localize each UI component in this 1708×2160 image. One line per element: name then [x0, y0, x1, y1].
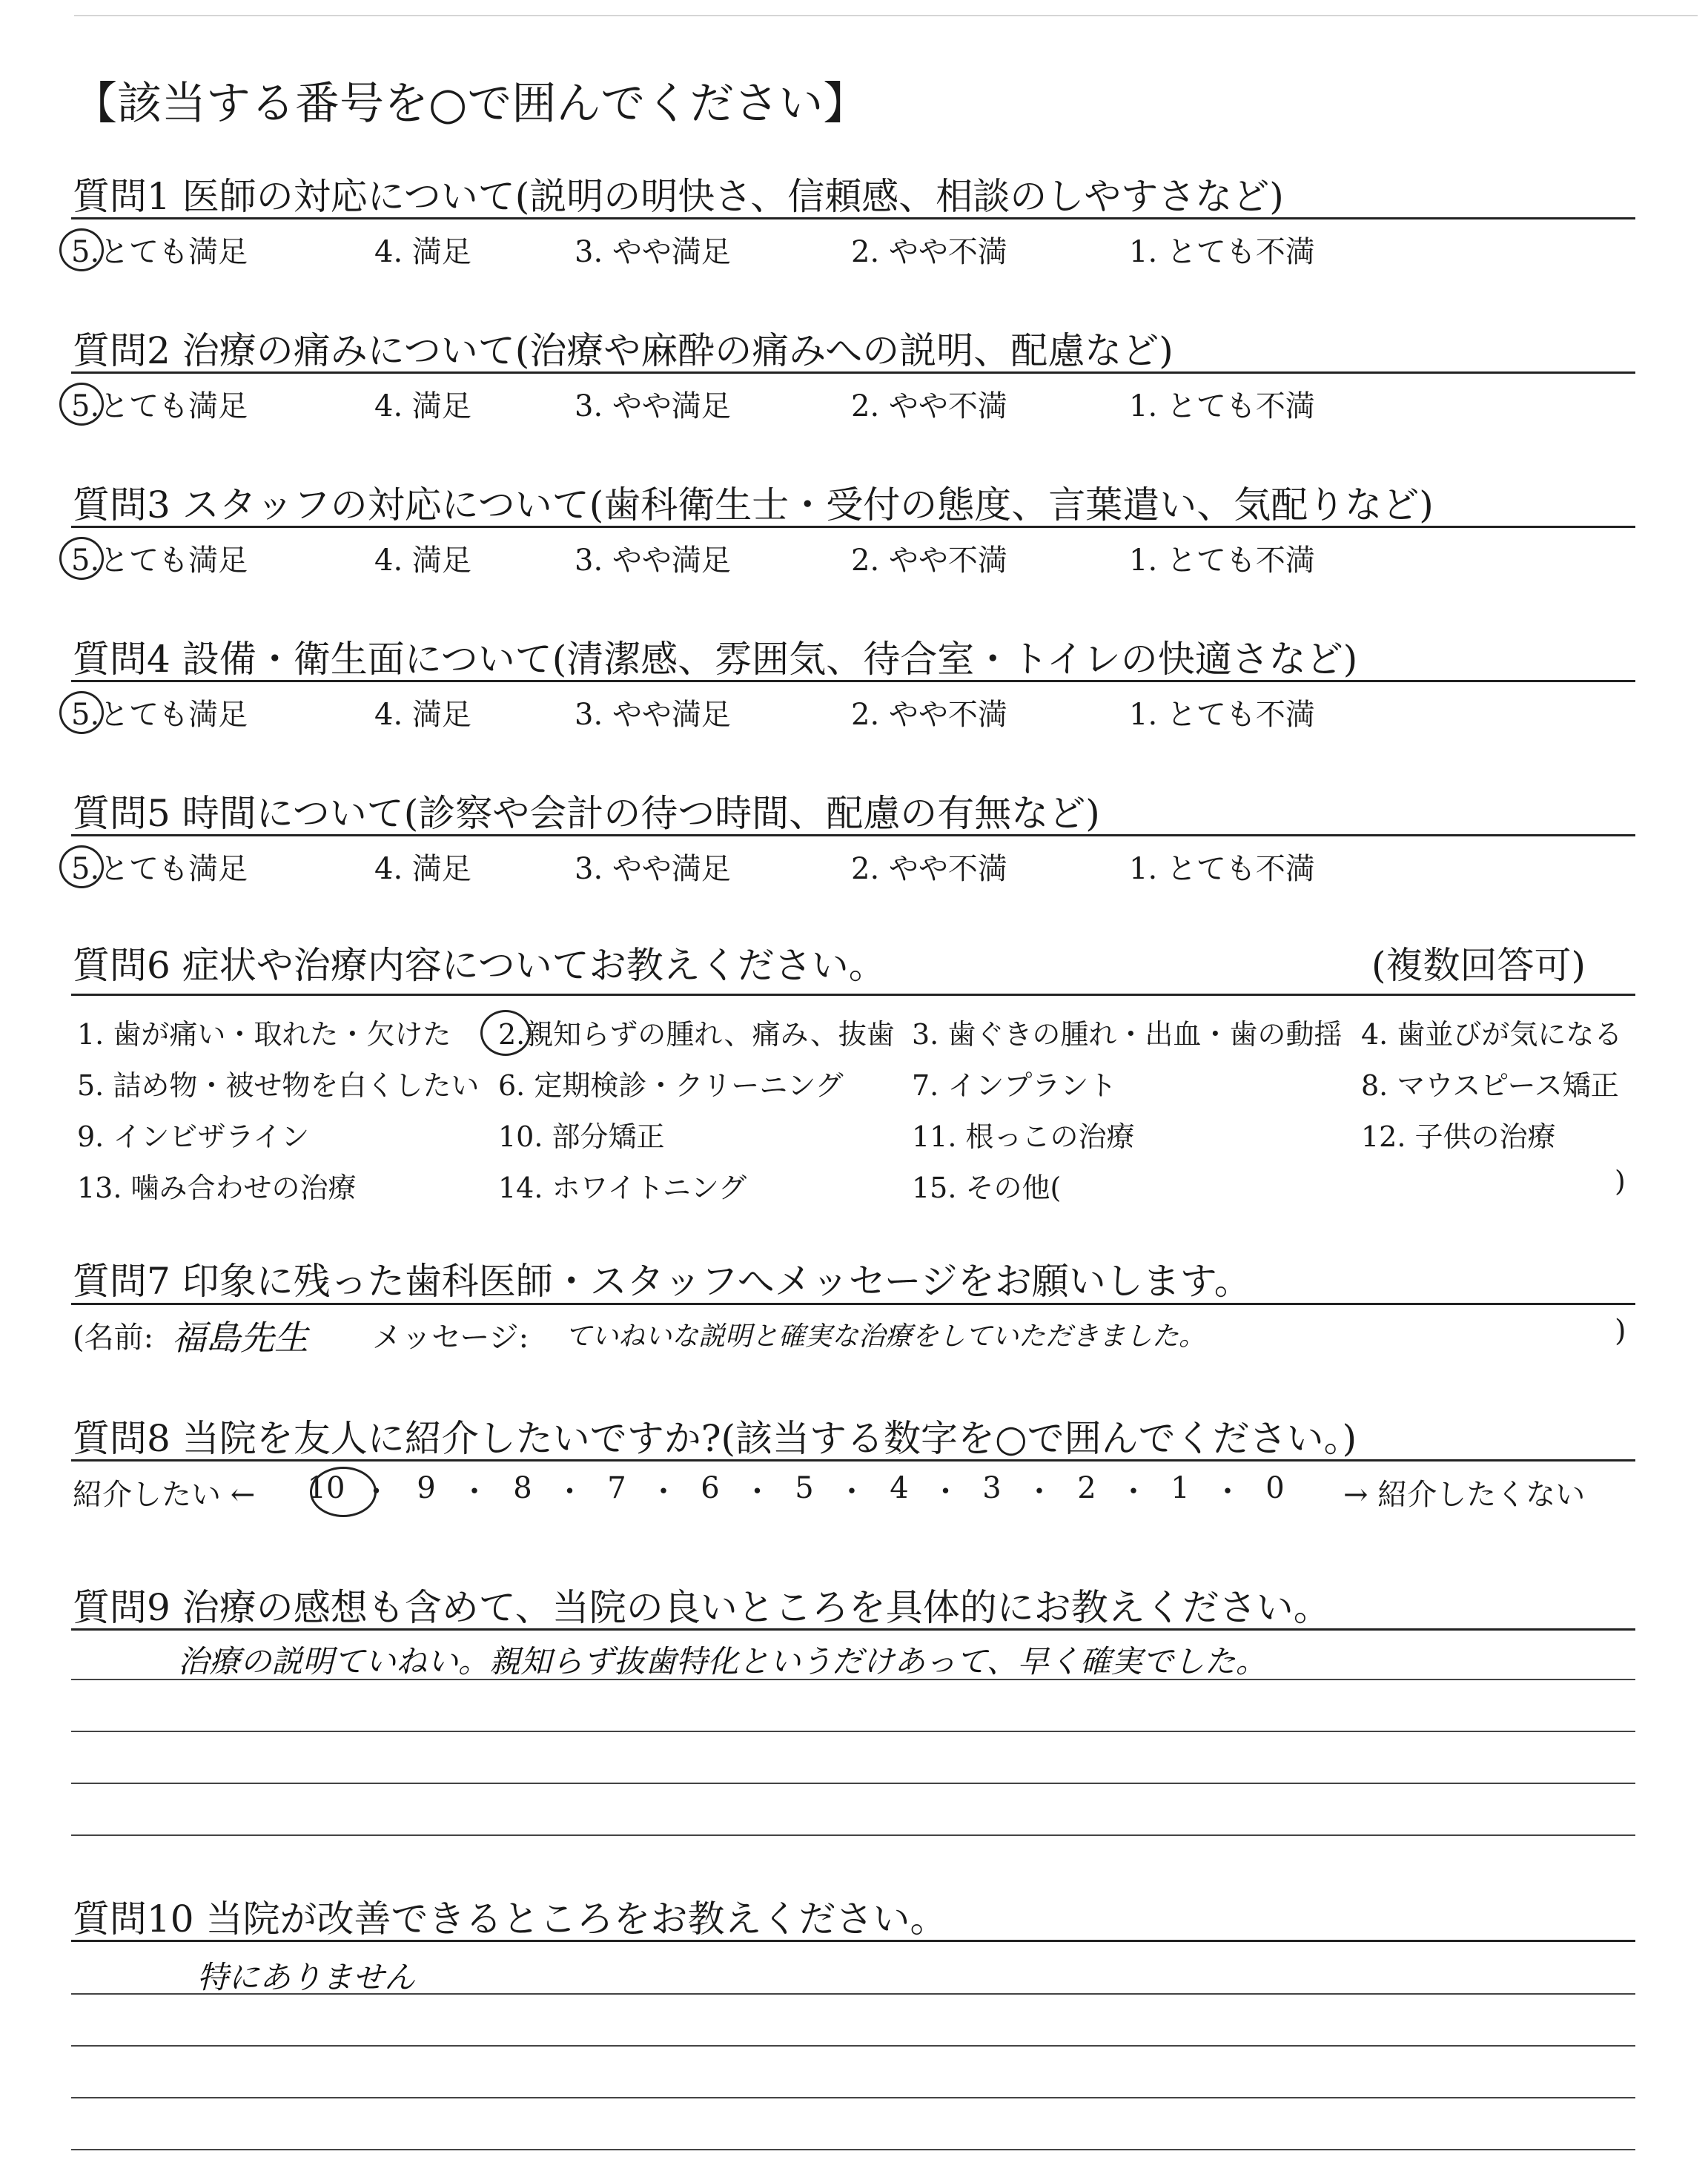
- q9-title: 質問9 治療の感想も含めて、当院の良いところを具体的にお教えください。: [73, 1586, 1331, 1629]
- q8-scale-number[interactable]: 8: [513, 1471, 532, 1505]
- q6-note: (複数回答可): [1371, 944, 1586, 987]
- q6-option[interactable]: 13. 噛み合わせの治療: [77, 1172, 357, 1204]
- q8-scale-number[interactable]: 0: [1265, 1471, 1285, 1505]
- q8-right-label: → 紹介したくない: [1343, 1478, 1586, 1512]
- q6-option[interactable]: 14. ホワイトニング: [498, 1172, 747, 1204]
- q4-option[interactable]: 3. やや満足: [575, 698, 731, 732]
- q1-rule: [71, 217, 1635, 219]
- q8-scale-separator: ・: [1119, 1475, 1148, 1509]
- q9-writing-line: [71, 1834, 1635, 1836]
- q8-selected-circle: [310, 1467, 377, 1517]
- q7-message-label: メッセージ:: [372, 1321, 529, 1355]
- q6-option[interactable]: 5. 詰め物・被せ物を白くしたい: [77, 1069, 480, 1102]
- q5-rule: [71, 834, 1635, 836]
- q3-option[interactable]: 1. とても不満: [1129, 544, 1315, 578]
- q1-title: 質問1 医師の対応について(説明の明快さ、信頼感、相談のしやすさなど): [73, 175, 1284, 218]
- q8-scale-number[interactable]: 2: [1077, 1471, 1096, 1505]
- q6-option[interactable]: 7. インプラント: [912, 1069, 1117, 1102]
- q8-scale-separator: ・: [555, 1475, 585, 1509]
- q10-writing-line: [71, 2045, 1635, 2047]
- q4-option[interactable]: 5.とても満足: [71, 698, 248, 732]
- q4-title: 質問4 設備・衛生面について(清潔感、雰囲気、待合室・トイレの快適さなど): [73, 638, 1358, 681]
- q4-option[interactable]: 1. とても不満: [1129, 698, 1315, 732]
- q1-option[interactable]: 2. やや不満: [851, 235, 1007, 269]
- q2-option[interactable]: 4. 満足: [374, 389, 471, 423]
- q8-rule: [71, 1459, 1635, 1462]
- q3-rule: [71, 526, 1635, 528]
- q8-scale-separator: ・: [742, 1475, 772, 1509]
- q2-title: 質問2 治療の痛みについて(治療や麻酔の痛みへの説明、配慮など): [73, 329, 1174, 372]
- q8-scale-number[interactable]: 9: [417, 1471, 436, 1505]
- q6-option[interactable]: 3. 歯ぐきの腫れ・出血・歯の動揺: [912, 1018, 1343, 1051]
- q6-option[interactable]: 11. 根っこの治療: [912, 1120, 1135, 1153]
- q7-close-paren: ): [1615, 1314, 1626, 1348]
- q8-scale-number[interactable]: 7: [607, 1471, 626, 1505]
- q2-option[interactable]: 1. とても不満: [1129, 389, 1315, 423]
- q8-title: 質問8 当院を友人に紹介したいですか?(該当する数字を○で囲んでください。): [73, 1417, 1357, 1460]
- q6-option[interactable]: 2.親知らずの腫れ、痛み、抜歯: [498, 1018, 895, 1051]
- q8-left-label: 紹介したい ←: [73, 1478, 256, 1512]
- q3-title: 質問3 スタッフの対応について(歯科衛生士・受付の態度、言葉遣い、気配りなど): [73, 483, 1434, 526]
- q8-scale-number[interactable]: 6: [701, 1471, 720, 1505]
- q3-selected-circle: [59, 537, 104, 580]
- q10-title: 質問10 当院が改善できるところをお教えください。: [73, 1898, 947, 1941]
- q8-scale-separator: ・: [1213, 1475, 1242, 1509]
- q4-option[interactable]: 4. 満足: [374, 698, 471, 732]
- q6-rule: [71, 994, 1635, 996]
- q8-scale-separator: ・: [649, 1475, 678, 1509]
- q7-rule: [71, 1303, 1635, 1305]
- q8-scale-number[interactable]: 3: [982, 1471, 1002, 1505]
- q2-option[interactable]: 5.とても満足: [71, 389, 248, 423]
- q10-writing-line: [71, 1993, 1635, 1995]
- q1-option[interactable]: 1. とても不満: [1129, 235, 1315, 269]
- q8-scale-number[interactable]: 4: [890, 1471, 909, 1505]
- q6-option[interactable]: 12. 子供の治療: [1361, 1120, 1556, 1153]
- q3-option[interactable]: 5.とても満足: [71, 544, 248, 578]
- q8-scale-number[interactable]: 10: [307, 1471, 345, 1505]
- q7-name-label: (名前:: [73, 1321, 154, 1355]
- q8-scale-number[interactable]: 5: [795, 1471, 814, 1505]
- q5-title: 質問5 時間について(診察や会計の待つ時間、配慮の有無など): [73, 792, 1100, 835]
- q8-scale-separator: ・: [361, 1475, 391, 1509]
- q6-option[interactable]: 1. 歯が痛い・取れた・欠けた: [77, 1018, 451, 1051]
- page-heading: 【該当する番号を○で囲んでください】: [73, 78, 868, 130]
- q9-answer[interactable]: 治療の説明ていねい。親知らず抜歯特化というだけあって、早く確実でした。: [178, 1643, 1267, 1680]
- q5-option[interactable]: 3. やや満足: [575, 852, 731, 886]
- top-border: [74, 15, 1698, 16]
- q6-option[interactable]: 15. その他(: [912, 1172, 1062, 1204]
- q5-option[interactable]: 2. やや不満: [851, 852, 1007, 886]
- q2-rule: [71, 371, 1635, 374]
- q4-option[interactable]: 2. やや不満: [851, 698, 1007, 732]
- q4-selected-circle: [59, 691, 104, 734]
- q5-option[interactable]: 4. 満足: [374, 852, 471, 886]
- q8-scale-separator: ・: [837, 1475, 867, 1509]
- q10-answer[interactable]: 特にありません: [197, 1959, 416, 1995]
- q6-option[interactable]: 6. 定期検診・クリーニング: [498, 1069, 844, 1102]
- q10-writing-line: [71, 2149, 1635, 2150]
- q5-selected-circle: [59, 845, 104, 888]
- q2-option[interactable]: 3. やや満足: [575, 389, 731, 423]
- q9-writing-line: [71, 1731, 1635, 1732]
- q2-option[interactable]: 2. やや不満: [851, 389, 1007, 423]
- q6-option[interactable]: ): [1615, 1165, 1626, 1198]
- q6-selected-circle: [480, 1010, 531, 1056]
- q10-rule: [71, 1940, 1635, 1942]
- q7-message-value[interactable]: ていねいな説明と確実な治療をしていただきました。: [565, 1321, 1206, 1352]
- q6-option[interactable]: 4. 歯並びが気になる: [1361, 1018, 1623, 1051]
- q5-option[interactable]: 1. とても不満: [1129, 852, 1315, 886]
- q8-scale-number[interactable]: 1: [1171, 1471, 1190, 1505]
- q4-rule: [71, 680, 1635, 682]
- q3-option[interactable]: 2. やや不満: [851, 544, 1007, 578]
- q6-option[interactable]: 10. 部分矯正: [498, 1120, 665, 1153]
- q8-scale-separator: ・: [1025, 1475, 1054, 1509]
- q3-option[interactable]: 4. 満足: [374, 544, 471, 578]
- q8-scale-separator: ・: [460, 1475, 489, 1509]
- q8-scale-separator: ・: [930, 1475, 961, 1509]
- q3-option[interactable]: 3. やや満足: [575, 544, 731, 578]
- q6-option[interactable]: 8. マウスピース矯正: [1361, 1069, 1619, 1102]
- q9-rule: [71, 1628, 1635, 1631]
- q5-option[interactable]: 5.とても満足: [71, 852, 248, 886]
- q6-title: 質問6 症状や治療内容についてお教えください。: [73, 944, 886, 987]
- q10-writing-line: [71, 2097, 1635, 2098]
- q9-writing-line: [71, 1679, 1635, 1680]
- q9-writing-line: [71, 1783, 1635, 1784]
- q1-option[interactable]: 3. やや満足: [575, 235, 731, 269]
- q2-selected-circle: [59, 383, 104, 426]
- q7-title: 質問7 印象に残った歯科医師・スタッフへメッセージをお願いします。: [73, 1260, 1251, 1303]
- q1-option[interactable]: 5.とても満足: [71, 235, 248, 269]
- q1-option[interactable]: 4. 満足: [374, 235, 471, 269]
- q6-option[interactable]: 9. インビザライン: [77, 1120, 310, 1153]
- q7-name-value[interactable]: 福島先生: [172, 1318, 308, 1358]
- q1-selected-circle: [59, 228, 104, 271]
